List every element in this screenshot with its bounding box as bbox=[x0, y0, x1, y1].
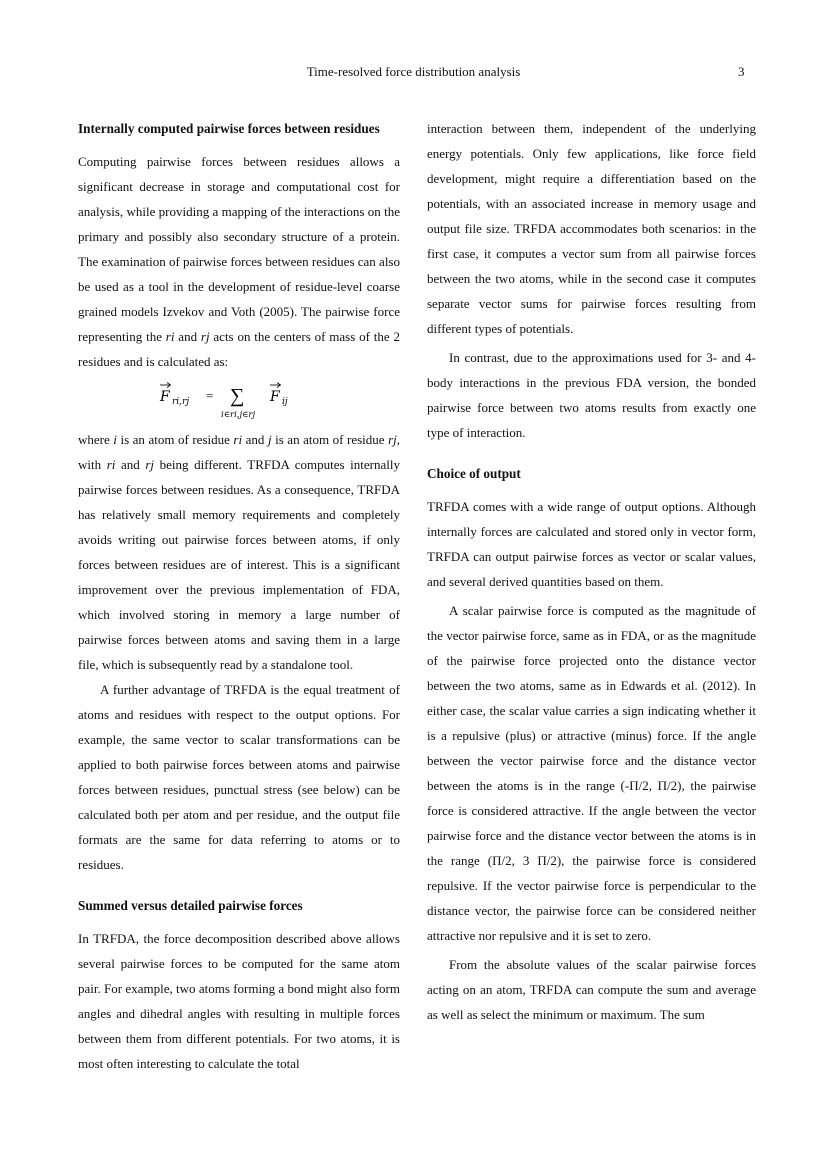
paragraph-equal-treatment: A further advantage of TRFDA is the equal treatment of atoms and residues with respect to the output options. For example, the same vector to scalar transformations can be applied to both pairwise forces between atoms and pairwise forces between residues, punctual stress (see below) can be calculated both per atom and per residue, and the output file formats are the same for data referring to atoms or to residues. bbox=[78, 682, 400, 872]
text-run: being different. TRFDA computes internally pairwise forces between residues. As a consequence, TRFDA has relatively small memory requirements and completely avoids writing out pairwise forces between atoms, if only forces between residues are of interest. This is a significant improvement over the previous implementation of FDA, which involved storing in memory a large number of pairwise forces between atoms and saving them in a large file, which is subsequently read by a standalone tool. bbox=[78, 457, 400, 672]
paragraph-bonded-contrast: In contrast, due to the approximations used for 3- and 4-body interactions in the previous FDA version, the bonded pairwise force between two atoms results from exactly one type of interaction. bbox=[427, 350, 756, 440]
running-title: Time-resolved force distribution analysis bbox=[306, 64, 521, 79]
page-number: 3 bbox=[738, 64, 745, 79]
paragraph-summed-detailed-continued: interaction between them, independent of the underlying energy potentials. Only few applications, like force field development, might require a differentiation based on the potentials, with an associated increase in memory usage and output file size. TRFDA accommodates both scenarios: in the first case, it computes a vector sum from all pairwise forces between the two atoms, while in the second case it computes separate vector sums for pairwise forces resulting from different types of potentials. bbox=[427, 121, 756, 336]
symbol-ri: ri bbox=[233, 432, 243, 447]
symbol-i: i bbox=[113, 432, 117, 447]
equation-rhs-subscript: ij bbox=[282, 397, 288, 407]
equation-residue-force bbox=[78, 380, 400, 424]
paragraph-residue-forces-intro bbox=[78, 149, 400, 374]
text-run: and bbox=[242, 432, 268, 447]
symbol-rj: rj bbox=[388, 432, 397, 447]
text-run: where bbox=[78, 432, 114, 447]
equation-lhs: F bbox=[160, 389, 170, 405]
text-run: Computing pairwise forces between residues allows a significant decrease in storage and computational cost for analysis, while providing a mapping of the interactions on the primary and possibly also secondary structure of a protein. The examination of pairwise forces between residues can also be used as a tool in the development of residue-level coarse grained models Izvekov and Voth (2005). The pairwise force representing the bbox=[78, 154, 400, 344]
text-run: , with bbox=[78, 432, 400, 472]
text-run: and bbox=[174, 329, 201, 344]
left-column bbox=[78, 116, 400, 1076]
paragraph-absolute-values: From the absolute values of the scalar pairwise forces acting on an atom, TRFDA can compute the sum and average as well as select the minimum or maximum. The sum bbox=[427, 957, 756, 1022]
paragraph-scalar-force: A scalar pairwise force is computed as the magnitude of the vector pairwise force, same as in FDA, or as the magnitude of the pairwise force projected onto the distance vector between the two atoms, same as in Edwards et al. (2012). In either case, the scalar value carries a sign indicating whether it is a repulsive (plus) or attractive (minus) force. If the angle between the vector pairwise force and the distance vector between the atoms is in the range (-Π/2, Π/2), the pairwise force is considered attractive. If the angle between the vector pairwise force and the distance vector between the atoms is in the range (Π/2, 3 Π/2), the pairwise force is considered repulsive. If the vector pairwise force is perpendicular to the distance vector, the pairwise force can be considered neither attractive nor repulsive and it is set to zero. bbox=[427, 603, 756, 943]
text-run: is an atom of residue bbox=[116, 432, 234, 447]
paragraph-residue-forces-definition bbox=[78, 427, 400, 677]
equation-graphic bbox=[148, 380, 348, 424]
symbol-ri: ri bbox=[106, 457, 116, 472]
equation-lhs-subscript: ri,rj bbox=[172, 397, 190, 407]
text-run: is an atom of residue bbox=[271, 432, 389, 447]
symbol-j: j bbox=[267, 432, 272, 447]
page-header bbox=[0, 64, 827, 84]
equation-equals: = bbox=[206, 388, 214, 403]
equation-sum-sign: ∑ bbox=[230, 385, 245, 407]
symbol-ri: ri bbox=[165, 329, 175, 344]
section-heading-summed-detailed: Summed versus detailed pairwise forces bbox=[78, 898, 303, 913]
symbol-rj: rj bbox=[145, 457, 155, 472]
section-heading-choice-of-output: Choice of output bbox=[427, 466, 521, 481]
symbol-rj: rj bbox=[200, 329, 210, 344]
paragraph-summed-detailed: In TRFDA, the force decomposition described above allows several pairwise forces to be computed for the same atom pair. For example, two atoms forming a bond might also form angles and dihedral angles with resulting in multiple forces between them from different potentials. For two atoms, it is most often interesting to calculate the total bbox=[78, 931, 400, 1071]
text-run: acts on the centers of mass of the 2 residues and is calculated as: bbox=[78, 329, 400, 369]
right-column bbox=[427, 116, 756, 1027]
text-run: and bbox=[115, 457, 146, 472]
section-heading-residue-forces: Internally computed pairwise forces between residues bbox=[78, 121, 380, 136]
equation-rhs: F bbox=[270, 389, 280, 405]
equation-sum-subscript: i∈ri,j∈rj bbox=[221, 410, 256, 420]
paragraph-output-options: TRFDA comes with a wide range of output options. Although internally forces are calculated and stored only in vector form, TRFDA can output pairwise forces as vector or scalar values, and several derived quantities based on them. bbox=[427, 499, 756, 589]
